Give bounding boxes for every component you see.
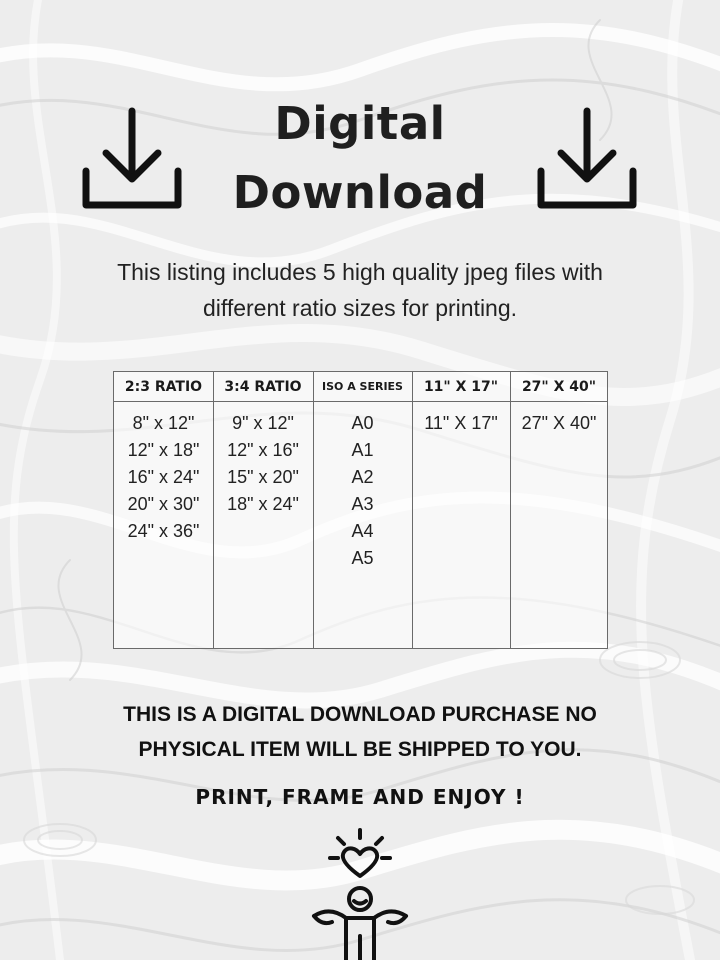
table-cell: 18" x 24"	[227, 494, 299, 514]
intro-line-2: different ratio sizes for printing.	[202, 295, 518, 321]
notice-line-2: PHYSICAL ITEM WILL BE SHIPPED TO YOU.	[138, 738, 582, 761]
table-column-iso-a-series	[313, 372, 412, 648]
table-cell: 11" X 17"	[424, 413, 498, 433]
table-cell: A5	[351, 548, 374, 568]
table-header: ISO A SERIES	[322, 380, 403, 393]
happy-person-heart-icon	[300, 826, 420, 960]
table-cell: A0	[351, 413, 374, 433]
table-cell: 9" x 12"	[232, 413, 294, 433]
table-cell: 16" x 24"	[127, 467, 200, 487]
table-cell: 20" x 30"	[127, 494, 200, 514]
title-line-1: Digital	[274, 97, 446, 150]
intro-line-1: This listing includes 5 high quality jpeg files with	[117, 259, 603, 285]
size-table	[113, 371, 608, 649]
table-cell: 24" x 36"	[127, 521, 200, 541]
table-cell: A2	[351, 467, 374, 487]
table-column-2-3-ratio	[114, 372, 213, 648]
table-cell: 8" x 12"	[132, 413, 195, 433]
table-column-27x40	[510, 372, 606, 648]
table-cell: 12" x 16"	[227, 440, 299, 460]
download-icon	[80, 107, 184, 211]
table-cell: A1	[351, 440, 374, 460]
table-cell: 15" x 20"	[227, 467, 299, 487]
table-cell: A4	[351, 521, 374, 541]
notice-line-1: THIS IS A DIGITAL DOWNLOAD PURCHASE NO	[123, 703, 597, 726]
table-column-3-4-ratio	[213, 372, 313, 648]
table-header: 27" X 40"	[521, 379, 597, 395]
table-header: 2:3 RATIO	[124, 379, 203, 395]
table-header: 3:4 RATIO	[224, 379, 302, 395]
table-cell: 12" x 18"	[127, 440, 200, 460]
table-header: 11" X 17"	[423, 379, 499, 395]
title-line-2: Download	[232, 166, 488, 219]
closing-message: PRINT, FRAME AND ENJOY !	[195, 785, 525, 809]
table-column-11x17	[412, 372, 510, 648]
table-cell: 27" X 40"	[521, 413, 597, 433]
download-icon	[535, 107, 639, 211]
table-cell: A3	[351, 494, 374, 514]
